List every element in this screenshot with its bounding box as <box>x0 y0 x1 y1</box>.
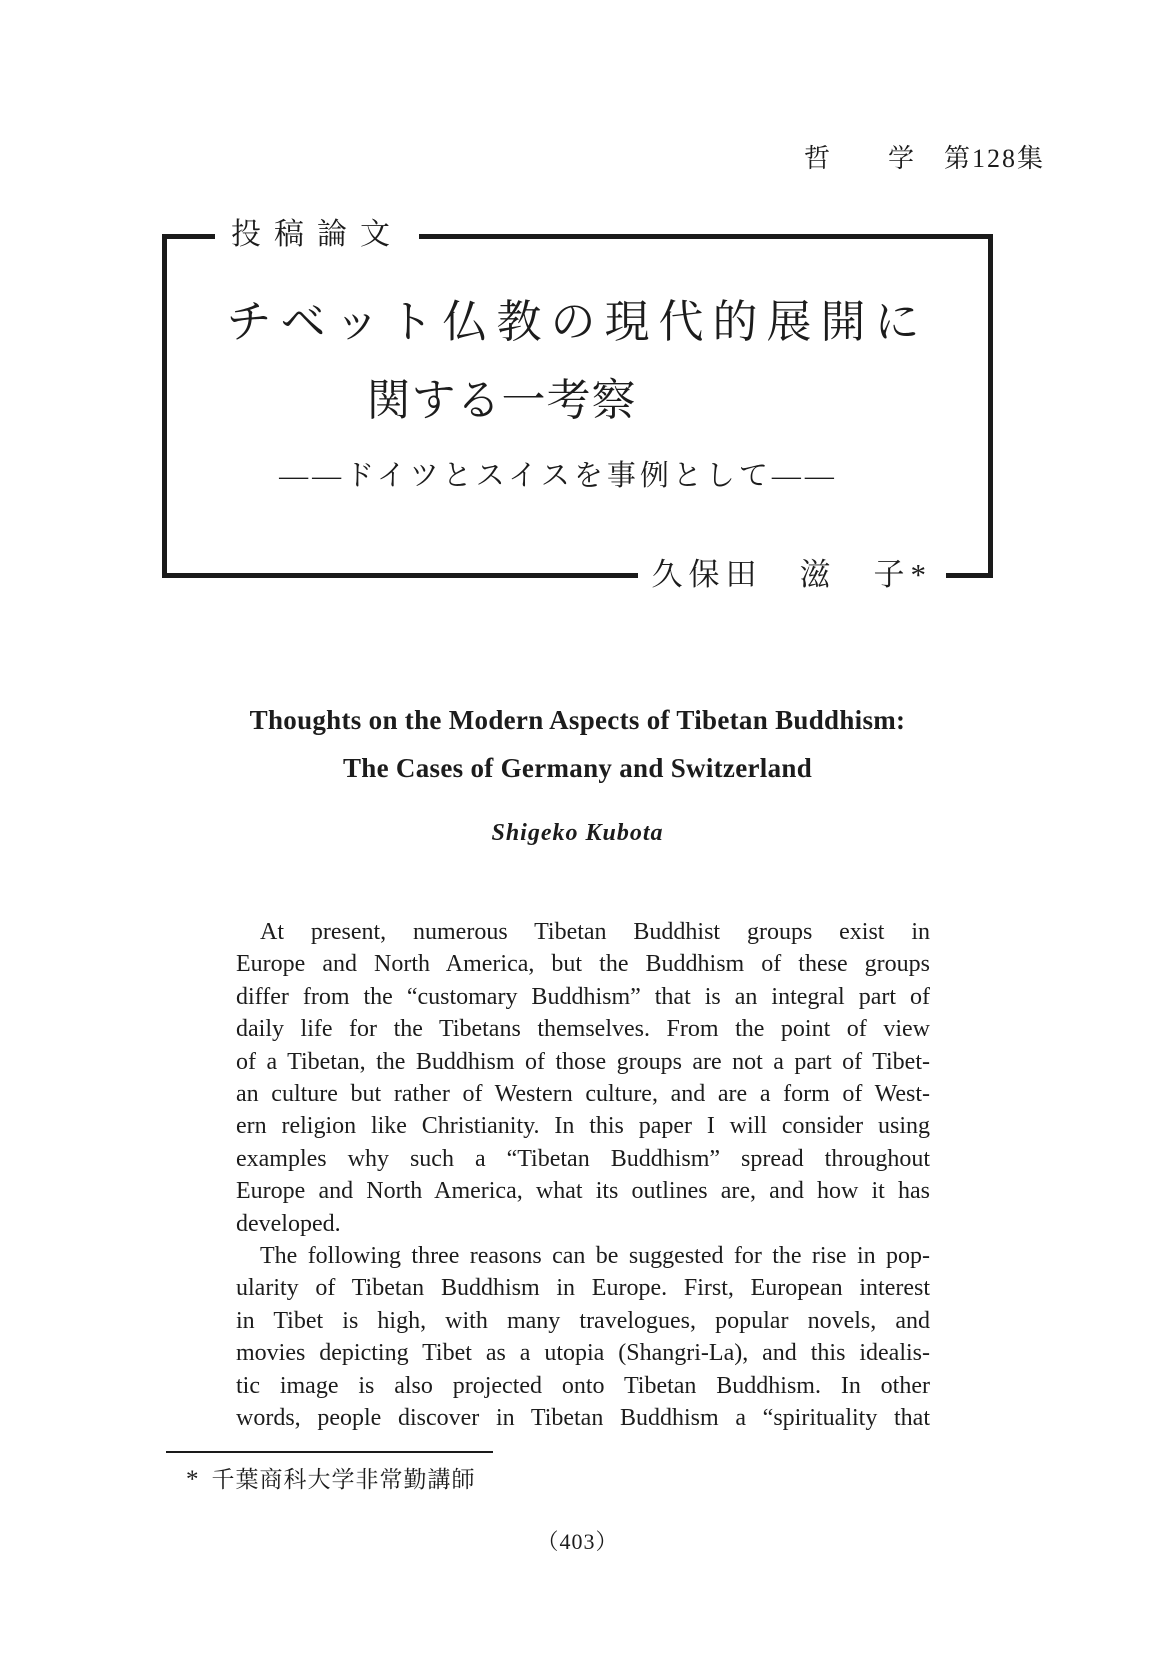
english-title-line2: The Cases of Germany and Switzerland <box>342 753 813 783</box>
japanese-title-line1: チベット仏教の現代的展開に <box>226 297 929 347</box>
body-line: Europe and North America, but the Buddhism of these groups <box>236 951 930 978</box>
body-line: tic image is also projected onto Tibetan Buddhism. In other <box>236 1372 930 1399</box>
body-line: developed. <box>236 1210 341 1237</box>
footnote-rule <box>166 1451 493 1453</box>
body-text <box>236 916 930 1435</box>
body-line: examples why such a “Tibetan Buddhism” spread throughout <box>236 1145 930 1172</box>
footnote-marker: * <box>186 1466 200 1493</box>
journal-header: 哲 学 第128集 <box>803 144 1045 173</box>
paragraph <box>236 1240 930 1434</box>
english-title-line1: Thoughts on the Modern Aspects of Tibetan Buddhism: <box>249 705 906 735</box>
japanese-title-line2: 関する一考察 <box>366 376 637 425</box>
body-line: At present, numerous Tibetan Buddhist groups exist in <box>260 919 930 945</box>
body-line: daily life for the Tibetans themselves. From the point of view <box>236 1016 930 1043</box>
submission-label: 投稿論文 <box>215 215 419 255</box>
body-line: ularity of Tibetan Buddhism in Europe. First, European interest <box>236 1275 930 1302</box>
body-line: Europe and North America, what its outlines are, and how it has <box>236 1178 930 1205</box>
body-line: words, people discover in Tibetan Buddhism a “spirituality that <box>236 1405 930 1432</box>
body-line: of a Tibetan, the Buddhism of those groups are not a part of Tibet- <box>236 1048 930 1075</box>
footnote <box>186 1461 476 1494</box>
body-line: ern religion like Christianity. In this paper I will consider using <box>236 1113 930 1140</box>
body-line: differ from the “customary Buddhism” that is an integral part of <box>236 983 930 1010</box>
body-line: in Tibet is high, with many travelogues, popular novels, and <box>236 1307 930 1334</box>
paragraph <box>236 916 930 1240</box>
body-line: The following three reasons can be suggested for the rise in pop- <box>260 1243 930 1270</box>
body-line: an culture but rather of Western culture, and are a form of West- <box>236 1081 930 1108</box>
title-box <box>162 218 993 592</box>
page-number: （403） <box>536 1529 619 1554</box>
footnote-text: 千葉商科大学非常勤講師 <box>211 1467 476 1492</box>
japanese-subtitle: ——ドイツとスイスを事例として—— <box>279 460 838 492</box>
author-name-japanese: 久保田 滋 子* <box>638 554 947 596</box>
english-title <box>162 696 993 792</box>
body-line: movies depicting Tibet as a utopia (Shangri-La), and this idealis- <box>236 1340 930 1367</box>
author-name-english: Shigeko Kubota <box>491 820 664 846</box>
